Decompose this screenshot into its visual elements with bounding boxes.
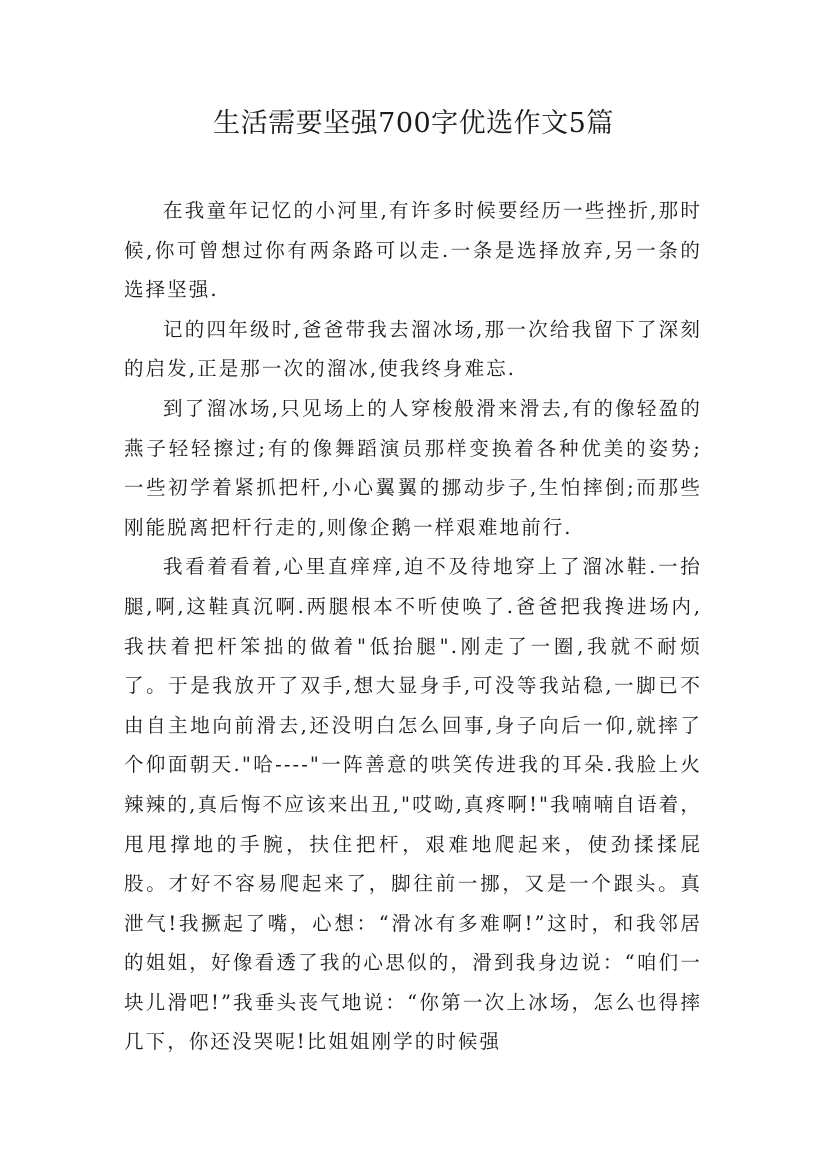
paragraph: 到了溜冰场,只见场上的人穿梭般滑来滑去,有的像轻盈的燕子轻轻擦过;有的像舞蹈演员那样变换着各种优美的姿势;一些初学着紧抓把杆,小心翼翼的挪动步子,生怕摔倒;而那些刚能脱离把杆行走的,则像企鹅一样艰难地前行.	[124, 396, 702, 539]
document-body	[124, 191, 702, 1062]
document-title: 生活需要坚强700字优选作文5篇	[213, 108, 614, 139]
paragraph: 在我童年记忆的小河里,有许多时候要经历一些挫折,那时候,你可曾想过你有两条路可以走.一条是选择放弃,另一条的选择坚强.	[124, 199, 702, 302]
paragraph: 我看着看着,心里直痒痒,迫不及待地穿上了溜冰鞋.一抬腿,啊,这鞋真沉啊.两腿根本不听使唤了.爸爸把我搀进场内,我扶着把杆笨拙的做着"低抬腿".刚走了一圈,我就不耐烦了。于是我放开了双手,想大显身手,可没等我站稳,一脚已不由自主地向前滑去,还没明白怎么回事,身子向后一仰,就摔了个仰面朝天."哈----"一阵善意的哄笑传进我的耳朵.我脸上火辣辣的,真后悔不应该来出丑,"哎呦,真疼啊!"我喃喃自语着，甩甩撑地的手腕，扶住把杆，艰难地爬起来，使劲揉揉屁股。才好不容易爬起来了，脚往前一挪，又是一个跟头。真泄气!我撅起了嘴，心想：“滑冰有多难啊!”这时，和我邻居的姐姐，好像看透了我的心思似的，滑到我身边说：“咱们一块儿滑吧!”我垂头丧气地说：“你第一次上冰场，怎么也得摔几下，你还没哭呢!比姐姐刚学的时候强	[124, 555, 702, 1054]
paragraph: 记的四年级时,爸爸带我去溜冰场,那一次给我留下了深刻的启发,正是那一次的溜冰,使我终身难忘.	[124, 317, 702, 381]
